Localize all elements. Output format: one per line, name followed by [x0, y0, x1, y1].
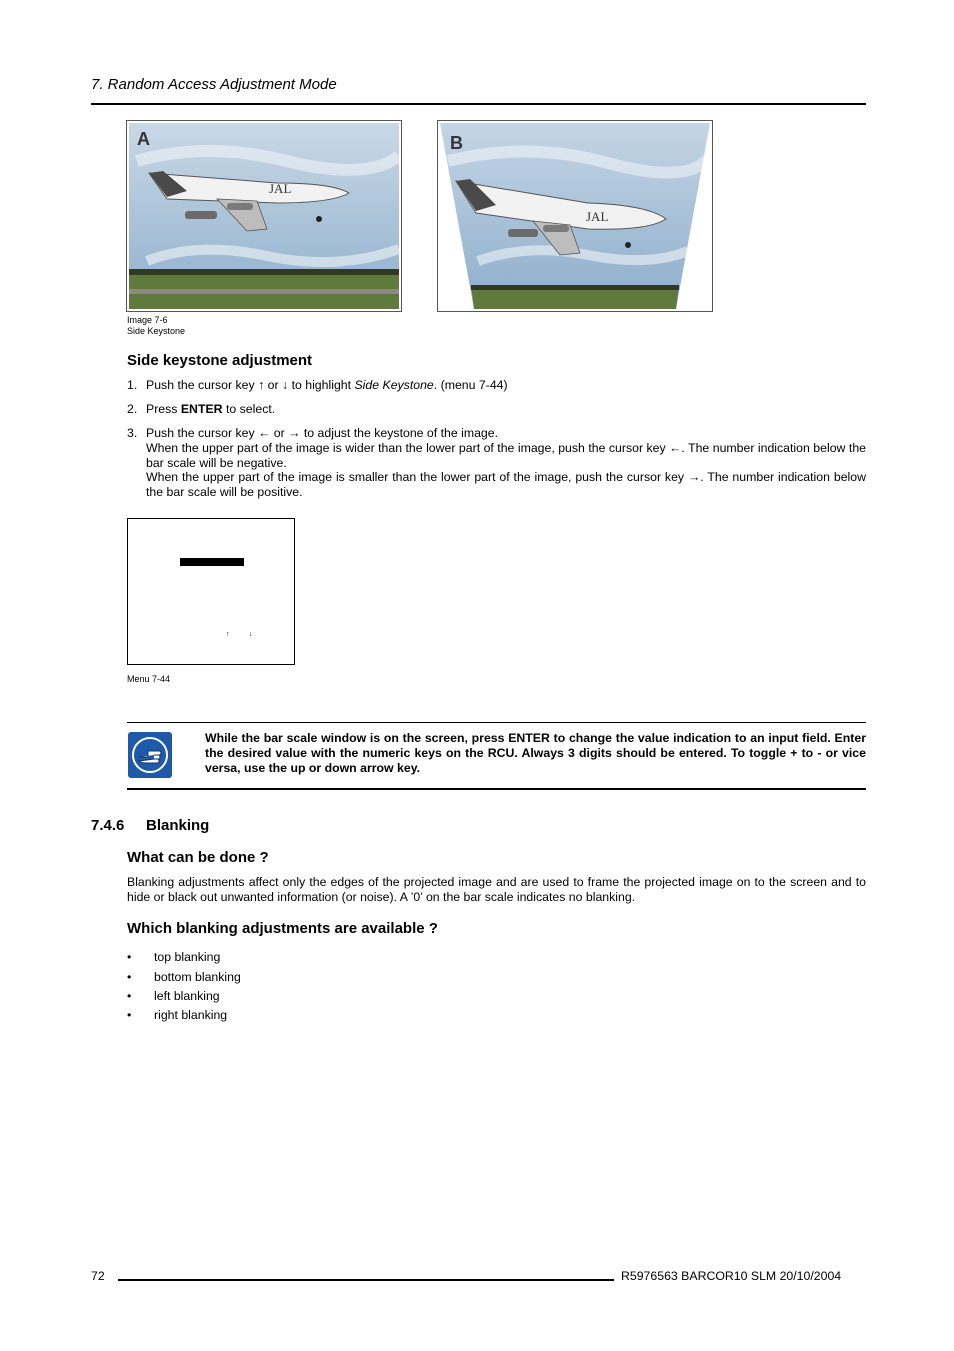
- side-keystone-heading: Side keystone adjustment: [127, 352, 313, 369]
- step-2-number: 2.: [127, 402, 138, 416]
- page-number: 72: [91, 1269, 105, 1283]
- menu-highlight-bar: [180, 558, 244, 566]
- section-number: 7.4.6: [91, 817, 125, 834]
- section-title: Blanking: [146, 817, 210, 834]
- step-3-para1: When the upper part of the image is wider than the lower part of the image, push the cursor key ←. The number indication below the bar scale will be negative.: [146, 441, 866, 470]
- bullet-marker: •: [127, 989, 132, 1003]
- list-item-left-blanking: left blanking: [154, 989, 220, 1003]
- note-bottom-rule: [127, 788, 866, 790]
- note-top-rule: [127, 722, 866, 723]
- list-item-bottom-blanking: bottom blanking: [154, 970, 241, 984]
- step-1-menu-item: Side Keystone: [354, 378, 434, 392]
- step-2-text: [146, 402, 866, 417]
- up-arrow-icon: ↑: [226, 631, 230, 638]
- header-rule: [91, 103, 866, 105]
- step-2-key: ENTER: [180, 402, 223, 416]
- image-b-label: B: [450, 133, 463, 153]
- bullet-marker: •: [127, 970, 132, 984]
- list-item-top-blanking: top blanking: [154, 950, 221, 964]
- step-1-text: [146, 378, 866, 393]
- down-arrow-icon: ↓: [249, 631, 253, 638]
- footer-rule: [118, 1279, 614, 1281]
- which-heading: Which blanking adjustments are available ?: [127, 920, 438, 937]
- bullet-marker: •: [127, 950, 132, 964]
- step-2-text-b: to select.: [222, 402, 276, 416]
- step-1-text-b: . (menu 7-44): [433, 378, 508, 392]
- bullet-marker: •: [127, 1008, 132, 1022]
- step-1-number: 1.: [127, 378, 138, 392]
- menu-caption: Menu 7-44: [127, 674, 171, 684]
- document-reference: R5976563 BARCOR10 SLM 20/10/2004: [621, 1269, 842, 1283]
- what-text: Blanking adjustments affect only the edges of the projected image and are used to frame the projected image on to the screen and to hide or black out unwanted information (or noise). A ’0’ on the bar scale indicates no blanking.: [127, 875, 866, 904]
- menu-screen: [127, 518, 295, 665]
- step-1-text-a: Push the cursor key ↑ or ↓ to highlight: [146, 378, 355, 392]
- note-text: While the bar scale window is on the screen, press ENTER to change the value indication to an input field. Enter the desired value with the numeric keys on the RCU. Always 3 digits should be entered. To toggle + to - or vice versa, use the up or down arrow key.: [205, 731, 866, 775]
- step-3-para2: When the upper part of the image is smaller than the lower part of the image, push the cursor key →. The number indication below the bar scale will be positive.: [146, 470, 866, 499]
- image-a-label: A: [137, 129, 150, 149]
- keystone-image-a: [126, 120, 402, 312]
- image-caption-title: Side Keystone: [127, 326, 186, 336]
- step-2-text-a: Press: [146, 402, 181, 416]
- step-3-number: 3.: [127, 426, 138, 440]
- svg-text:JAL: JAL: [586, 209, 609, 224]
- what-heading: What can be done ?: [127, 849, 269, 866]
- svg-text:JAL: JAL: [269, 181, 292, 196]
- keystone-image-b: [437, 120, 713, 312]
- chapter-header: 7. Random Access Adjustment Mode: [91, 76, 337, 93]
- list-item-right-blanking: right blanking: [154, 1008, 228, 1022]
- image-caption-number: Image 7-6: [127, 315, 168, 325]
- step-3-line1: Push the cursor key ← or → to adjust the keystone of the image.: [146, 426, 499, 440]
- pointing-hand-icon: [128, 732, 172, 778]
